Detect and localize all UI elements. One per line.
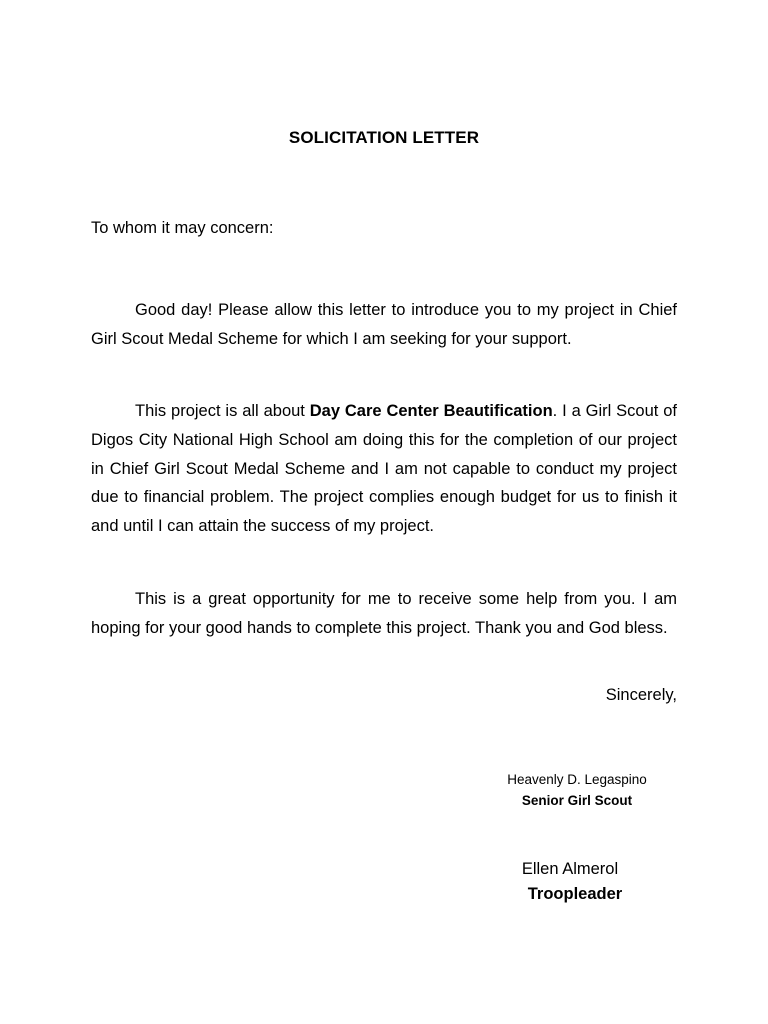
- signatory-name: Ellen Almerol: [521, 860, 619, 878]
- paragraph-3-text: This is a great opportunity for me to receive some help from you. I am hoping for your good hands to complete this project. Thank you and God bless.: [91, 590, 677, 637]
- letter-title: SOLICITATION LETTER: [288, 128, 480, 147]
- signature-block-scout: [478, 769, 676, 811]
- body-paragraph-3: [91, 585, 677, 643]
- project-name: Day Care Center Beautification: [309, 402, 553, 420]
- paragraph-2-text-end: . I a Girl Scout of Digos City National High School am doing this for the completion of our project in Chief Girl Scout Medal Scheme and I am not capable to conduct my project due to financial problem. The project complies enough budget for us to finish it and until I can attain the success of my project.: [91, 402, 677, 536]
- body-paragraph-2: [91, 397, 677, 541]
- body-paragraph-1: [91, 296, 677, 354]
- salutation: To whom it may concern:: [91, 219, 274, 237]
- signatory-name: Heavenly D. Legaspino: [507, 772, 647, 787]
- paragraph-2-text-start: This project is all about: [135, 402, 310, 420]
- signature-block-troopleader: [470, 856, 670, 906]
- paragraph-1-text: Good day! Please allow this letter to introduce you to my project in Chief Girl Scout Medal Scheme for which I am seeking for your support.: [91, 301, 677, 348]
- signatory-role: Troopleader: [527, 885, 623, 903]
- closing: Sincerely,: [605, 686, 677, 704]
- signatory-role: Senior Girl Scout: [521, 793, 633, 808]
